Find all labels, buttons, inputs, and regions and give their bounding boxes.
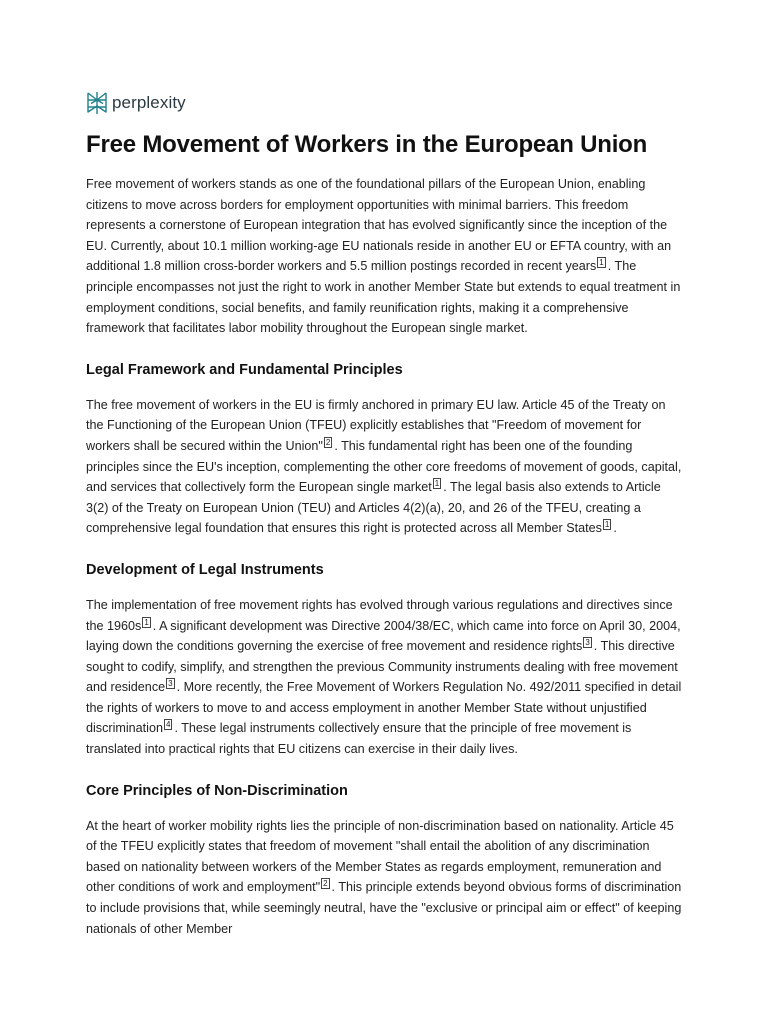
citation-link[interactable]: 3 (585, 638, 590, 648)
citation-link[interactable]: 2 (325, 437, 331, 447)
section-paragraph-legal-framework (86, 395, 686, 539)
section-heading-non-discrimination: Core Principles of Non-Discrimination (86, 782, 348, 799)
perplexity-logo-icon (86, 91, 108, 115)
paragraph-text: Free movement of workers stands as one of the foundational pillars of the European Union, enabling citizens to move across borders for employment opportunities with minimal barriers. This freedom represents a cornerstone of European integration that has evolved significantly since the inception of the EU. Currently, about 10.1 million working-age EU nationals reside in another EU or EFTA country, with an additional 1.8 million cross-border workers and 5.5 million postings recorded in recent years 1 . The principle encompasses not just the right to work in another Member State but extends to equal treatment in employment conditions, social benefits, and family reunification rights, making it a comprehensive framework that facilitates labor mobility throughout the European single market. (86, 177, 681, 336)
page-title: Free Movement of Workers in the European Union (86, 131, 648, 158)
document-page (86, 86, 686, 961)
paragraph-text: The implementation of free movement rights has evolved through various regulations and directives since the 1960s 1 . A significant development was Directive 2004/38/EC, which came into force on April 30, 2004, laying down the conditions governing the exercise of free movement and residence rights 3 . This directive sought to codify, simplify, and strengthen the previous Community instruments dealing with free movement and residence 3 . More recently, the Free Movement of Workers Regulation No. 492/2011 specified in detail the rights of workers to move to and access employment in another Member State without unjustified discrimination 4 . These legal instruments collectively ensure that the principle of free movement is translated into practical rights that EU citizens can exercise in their daily lives. (86, 597, 682, 757)
section-heading-legal-instruments: Development of Legal Instruments (86, 561, 324, 578)
section-paragraph-non-discrimination (86, 816, 686, 940)
citation-link[interactable]: 1 (434, 479, 440, 489)
paragraph-text: At the heart of worker mobility rights lies the principle of non-discrimination based on nationality. Article 45 of the TFEU explicitly states that freedom of movement "shall entail the abolition of any discrimination based on nationality between workers of the Member States as regards employment, remuneration and other conditions of work and employment" 2 . This principle extends beyond obvious forms of discrimination to include provisions that, while seemingly neutral, have the "exclusive or principal aim or effect" of keeping nationals of other Member (86, 818, 682, 936)
brand-logo[interactable] (86, 86, 686, 120)
citation-link[interactable]: 4 (166, 720, 171, 730)
brand-name: perplexity (112, 93, 186, 112)
citation-link[interactable]: 3 (168, 679, 173, 689)
citation-link[interactable]: 2 (323, 879, 328, 889)
paragraph-text: The free movement of workers in the EU is firmly anchored in primary EU law. Article 45 of the Treaty on the Functioning of the European Union (TFEU) explicitly establishes that "Freedom of movement for workers shall be secured within the Union" 2 . This fundamental right has been one of the founding principles since the EU's inception, complementing the other core freedoms of movement of goods, capital, and services that collectively form the European single market 1 . The legal basis also extends to Article 3(2) of the Treaty on European Union (TEU) and Articles 4(2)(a), 20, and 26 of the TFEU, creating a comprehensive legal foundation that ensures this right is protected across all Member States 1 . (86, 397, 682, 536)
intro-paragraph (86, 174, 686, 339)
citation-link[interactable]: 1 (144, 617, 149, 627)
section-paragraph-legal-instruments (86, 595, 686, 760)
section-heading-legal-framework: Legal Framework and Fundamental Principles (86, 361, 403, 378)
citation-link[interactable]: 1 (604, 520, 610, 530)
citation-link[interactable]: 1 (599, 258, 604, 268)
